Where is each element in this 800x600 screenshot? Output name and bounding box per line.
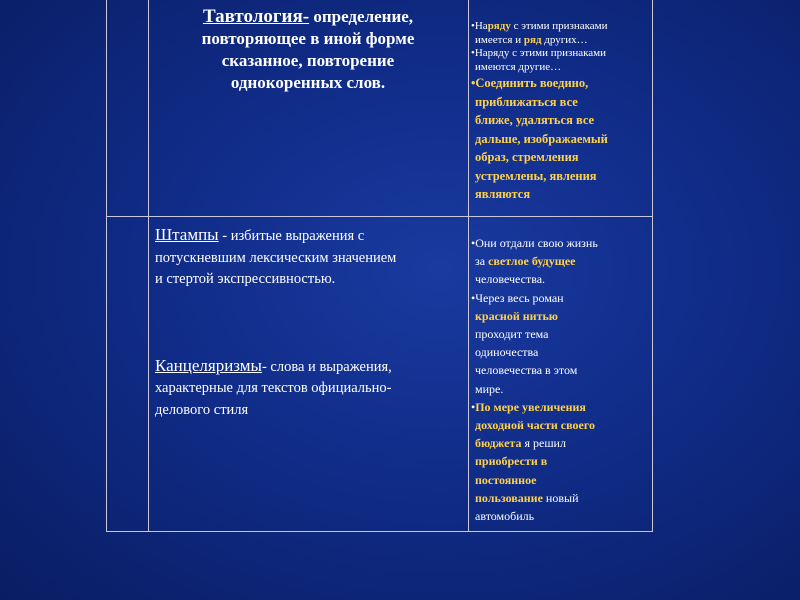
highlight-line: •Соединить воедино, xyxy=(471,76,589,90)
stamps-examples xyxy=(471,234,649,525)
highlight-phrase: светлое будущее xyxy=(488,254,576,269)
example-text: с этими признаками xyxy=(510,20,608,32)
table-border-right xyxy=(652,0,653,531)
table-divider-col1 xyxy=(148,0,149,531)
example-line: человечества. xyxy=(475,272,546,287)
highlight-phrase: приобрести в xyxy=(475,454,548,469)
highlight-word: ряд xyxy=(523,33,542,46)
example-text: имеется и xyxy=(475,33,524,46)
table-border-bottom xyxy=(106,531,653,532)
example-text: новый xyxy=(542,490,579,505)
highlight-line: дальше, изображаемый xyxy=(475,131,608,146)
stamps-def-line1: - избитые выражения с xyxy=(218,228,365,244)
example-line: мире. xyxy=(475,381,504,396)
highlight-word: ряду xyxy=(487,20,511,32)
example-line: имеются другие… xyxy=(475,60,562,73)
highlight-phrase: пользование xyxy=(475,490,543,505)
example-line: автомобиль xyxy=(475,509,535,524)
tautology-def-line1: определение, xyxy=(309,7,414,26)
bureaucratisms-def-line3: делового стиля xyxy=(155,401,249,418)
tautology-def-line2: повторяющее в иной форме xyxy=(201,29,415,48)
example-text: за xyxy=(475,254,489,269)
highlight-example xyxy=(471,74,649,204)
tautology-examples xyxy=(471,20,649,204)
example-line: человечества в этом xyxy=(475,363,578,378)
highlight-line: ближе, удаляться все xyxy=(475,113,595,127)
highlight-phrase: бюджета xyxy=(475,436,522,451)
example-text: других… xyxy=(541,33,588,46)
bureaucratisms-term: Канцеляризмы xyxy=(155,355,262,375)
bureaucratisms-def-line1: - слова и выражения, xyxy=(261,358,392,375)
highlight-phrase: По xyxy=(475,399,494,414)
example-text: На xyxy=(474,20,488,32)
table-row-divider xyxy=(106,216,653,217)
example-line: •Они отдали свою жизнь xyxy=(471,236,598,250)
example-text: я решил xyxy=(521,436,566,451)
tautology-def-line3: сказанное, повторение xyxy=(221,51,395,70)
stamps-definitions xyxy=(155,224,463,421)
example-line: одиночества xyxy=(475,345,539,360)
bureaucratisms-def-line2: характерные для текстов официально- xyxy=(155,380,392,396)
stamps-def-line3: и стертой экспрессивностью. xyxy=(155,271,336,287)
example-line: •Через весь роман xyxy=(471,290,564,305)
stamps-term: Штампы xyxy=(155,225,219,244)
highlight-phrase: мере увеличения xyxy=(493,399,586,414)
table-divider-col2 xyxy=(468,0,469,531)
highlight-line: являются xyxy=(475,187,531,201)
highlight-phrase: красной нитью xyxy=(475,308,558,323)
highlight-line: приближаться все xyxy=(475,94,578,109)
highlight-phrase: постоянное xyxy=(475,472,537,487)
bullet: • xyxy=(471,20,475,32)
tautology-term: Тавтология- xyxy=(202,6,310,27)
table-border-left xyxy=(106,0,107,531)
bullet: • xyxy=(471,399,476,414)
example-line: проходит тема xyxy=(475,327,549,342)
tautology-definition xyxy=(150,6,466,94)
tautology-def-line4: однокоренных слов. xyxy=(230,73,386,92)
example-line: •Наряду с этими признаками xyxy=(471,47,607,59)
highlight-phrase: доходной части своего xyxy=(475,418,595,433)
stamps-def-line2: потускневшим лексическим значением xyxy=(155,249,397,266)
highlight-line: образ, стремления xyxy=(475,150,579,164)
highlight-line: устремлены, явления xyxy=(475,168,597,183)
